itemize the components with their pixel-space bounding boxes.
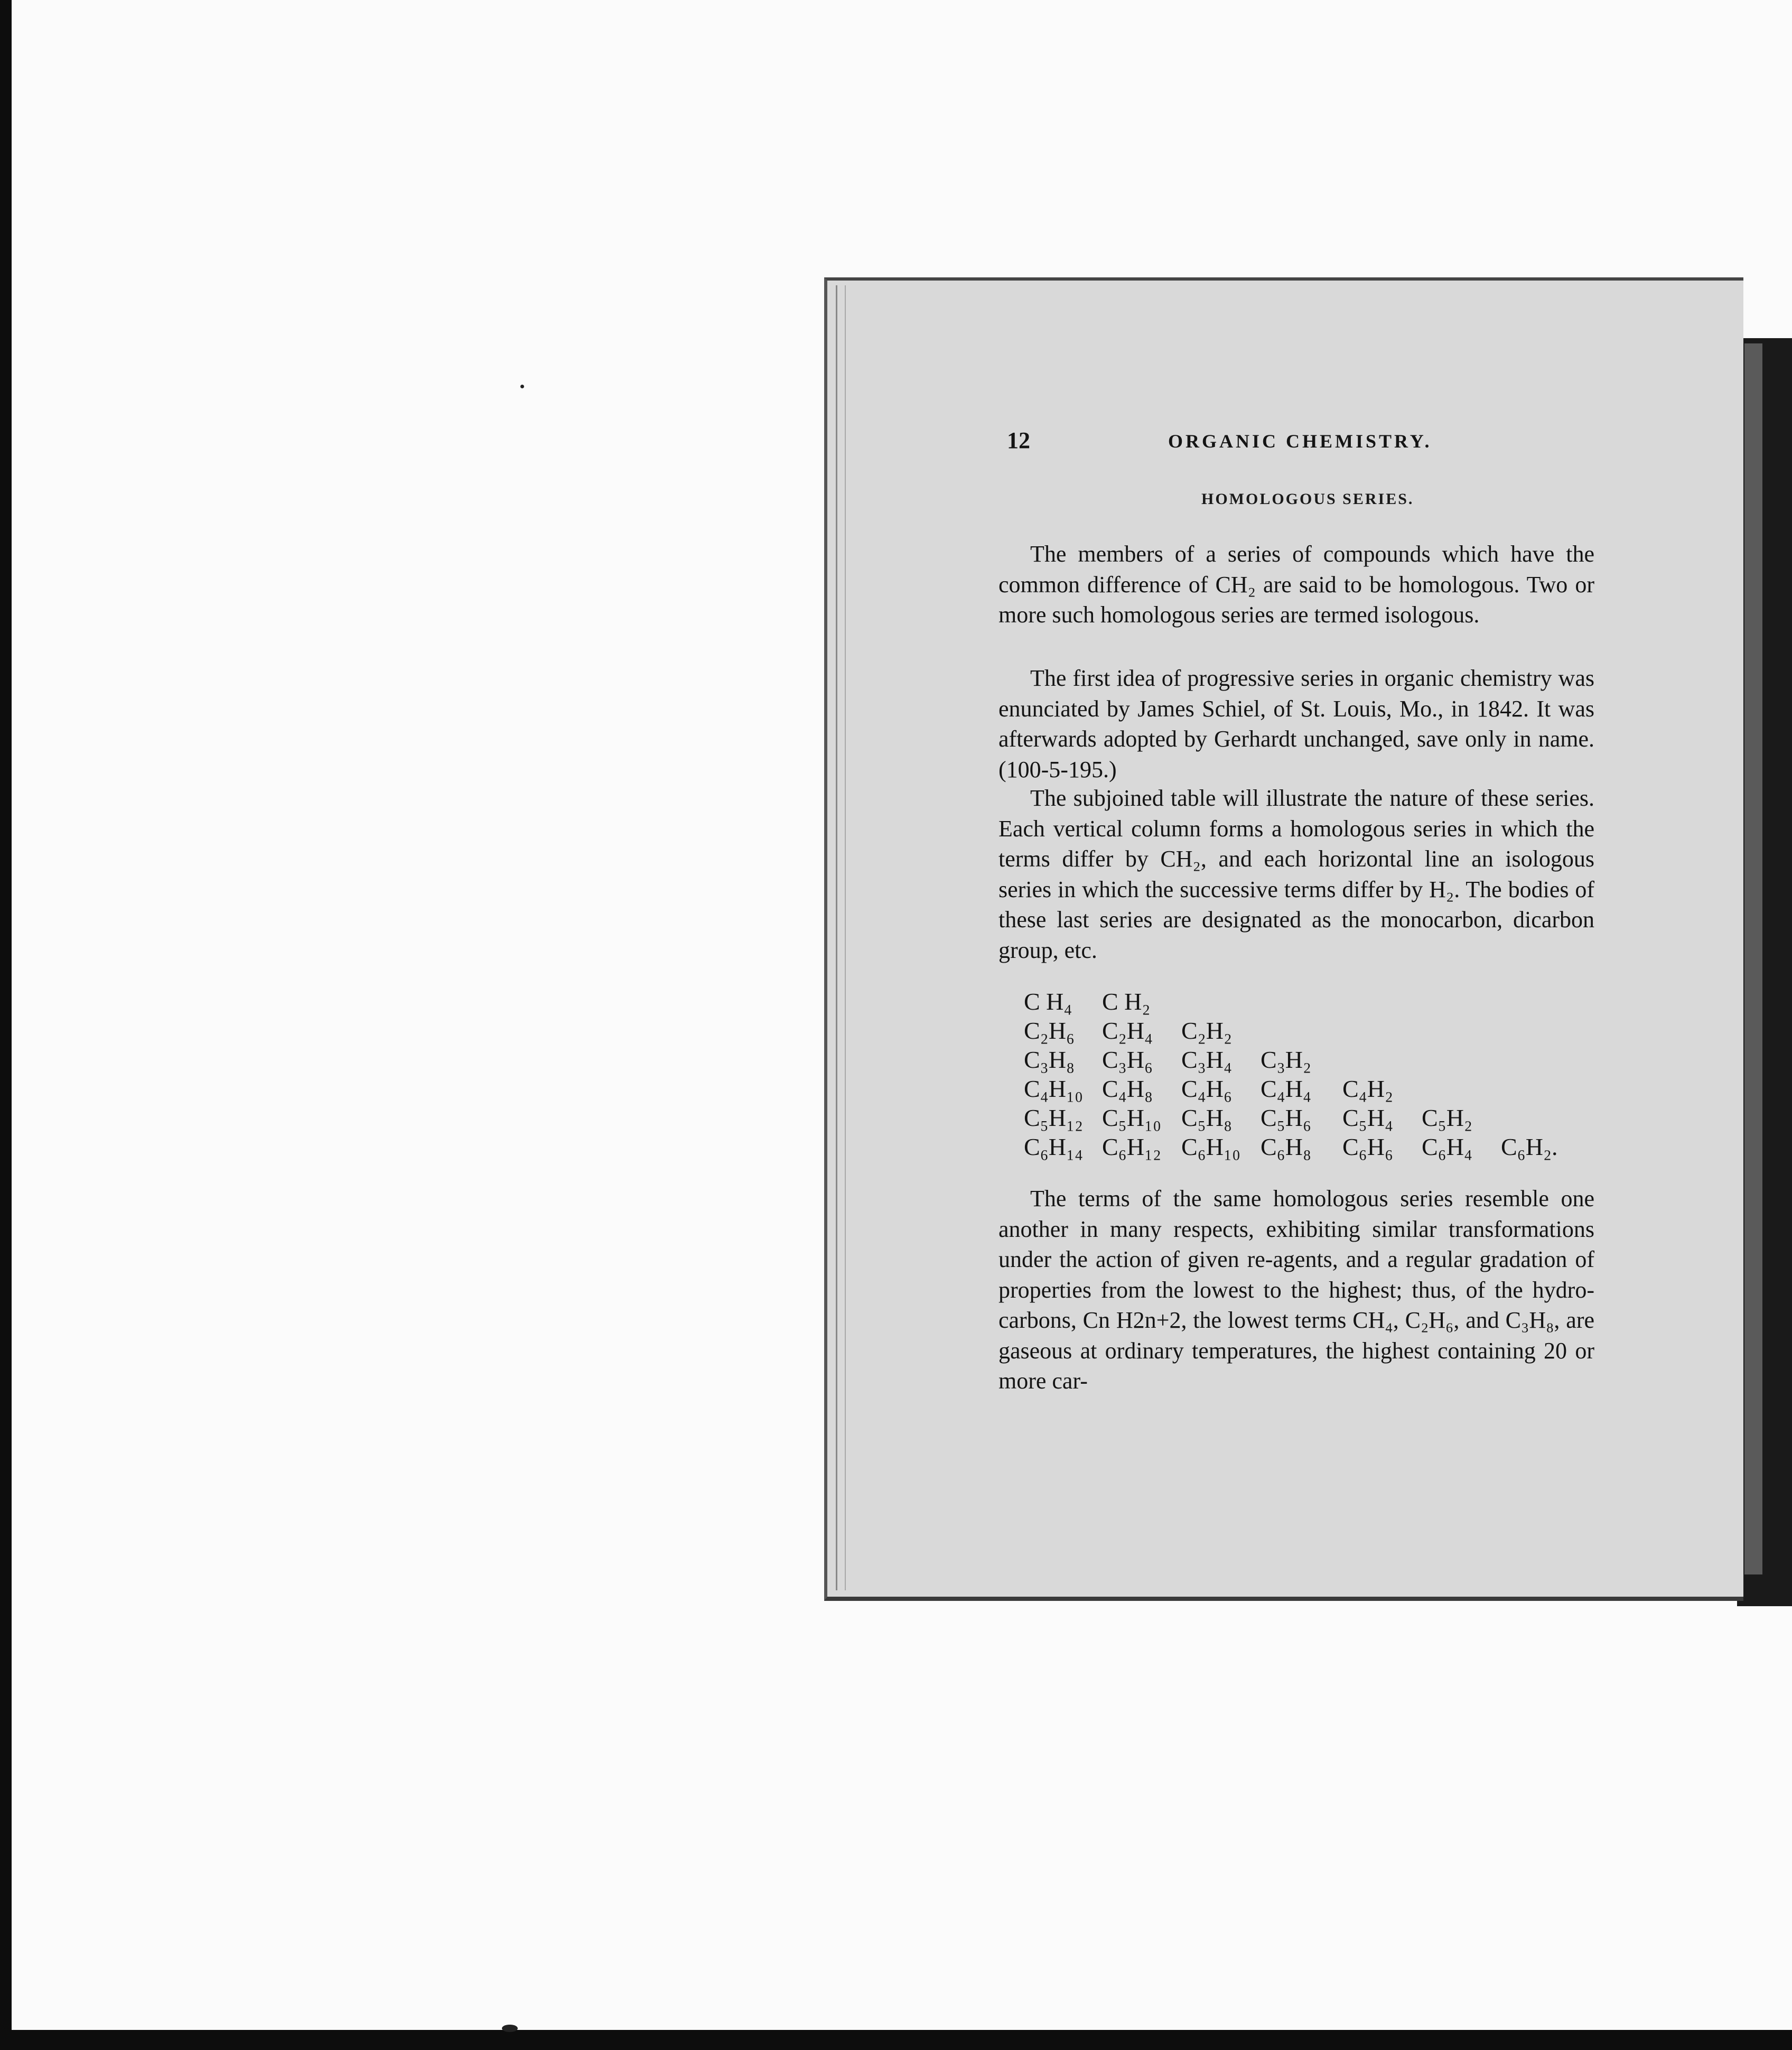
table-row — [1024, 1016, 1580, 1045]
hydrocarbon-series-table — [1024, 987, 1580, 1161]
formula-cell: C₅H₈ — [1181, 1104, 1232, 1131]
paragraph-history — [998, 663, 1594, 785]
scan-left-border — [0, 0, 12, 2050]
paragraph-text: The first idea of progressive series in organic chemistry was enunciated by James Schiel, of St. Louis, Mo., in 1842. It was afterwards adopted by Gerhardt unchanged, save only in name. (100-5-195.) — [998, 665, 1594, 782]
formula-cell: C₆H₁₂ — [1102, 1133, 1162, 1160]
paragraph-properties — [998, 1184, 1594, 1396]
table-row — [1024, 987, 1580, 1016]
formula-cell: C₂H₄ — [1102, 1017, 1153, 1044]
formula-cell: C₃H₄ — [1181, 1046, 1232, 1073]
paragraph-text: The subjoined table will illustrate the nature of these series. Each vertical column forms a homologous series in which the terms differ by CH₂, and each horizontal line an isologous series in which the successive terms differ by H₂. The bodies of these last series are designated as the monocarbon, dicarbon group, etc. — [998, 785, 1594, 963]
formula-cell: C₄H₈ — [1102, 1075, 1153, 1102]
formula-cell: C H₂ — [1102, 988, 1151, 1015]
scan-bottom-border — [0, 2030, 1792, 2050]
dust-speck — [502, 2025, 518, 2032]
formula-cell: C₄H₂ — [1342, 1075, 1393, 1102]
section-heading: HOMOLOGOUS SERIES. — [1201, 490, 1414, 508]
formula-cell: C₃H₆ — [1102, 1046, 1153, 1073]
dust-speck — [520, 385, 524, 388]
formula-cell: C₃H₂ — [1261, 1046, 1311, 1073]
book-spine-shadow — [1744, 343, 1762, 1574]
paragraph-text: The members of a series of compounds which have the common difference of CH₂ are said to be homologous. Two or more such homologous series are termed isologous. — [998, 541, 1594, 628]
formula-cell: C₆H₈ — [1261, 1133, 1311, 1160]
formula-cell: C₃H₈ — [1024, 1046, 1075, 1073]
formula-cell: C₆H₆ — [1342, 1133, 1393, 1160]
formula-cell: C₂H₆ — [1024, 1017, 1075, 1044]
formula-cell: C₄H₆ — [1181, 1075, 1232, 1102]
formula-cell: C₅H₁₀ — [1102, 1104, 1162, 1131]
formula-cell: C₆H₁₄ — [1024, 1133, 1084, 1160]
formula-cell: C₆H₂. — [1501, 1133, 1558, 1160]
formula-cell: C₅H₁₂ — [1024, 1104, 1084, 1131]
running-head — [1007, 427, 1438, 459]
paragraph-homologous-definition — [998, 539, 1594, 630]
table-row — [1024, 1045, 1580, 1074]
formula-cell: C₆H₁₀ — [1181, 1133, 1241, 1160]
page-edge — [836, 285, 846, 1590]
page-number: 12 — [1007, 427, 1030, 453]
formula-cell: C₂H₂ — [1181, 1017, 1232, 1044]
paragraph-text: The terms of the same homologous series resemble one another in many respects, exhibiting similar transformations under the action of given re-agents, and a regular gradation of properties from the lowest to the highest; thus, of the hydro-carbons, Cn H2n+2, the lowest terms CH₄, C₂H₆, and C₃H₈, are gaseous at ordinary temperatures, the highest containing 20 or more car- — [998, 1186, 1594, 1394]
formula-cell: C₅H₆ — [1261, 1104, 1311, 1131]
formula-cell: C₄H₁₀ — [1024, 1075, 1084, 1102]
formula-cell: C₅H₄ — [1342, 1104, 1393, 1131]
formula-cell: C₄H₄ — [1261, 1075, 1311, 1102]
formula-cell: C H₄ — [1024, 988, 1072, 1015]
formula-cell: C₅H₂ — [1422, 1104, 1472, 1131]
table-row — [1024, 1103, 1580, 1132]
paragraph-table-intro — [998, 783, 1594, 965]
table-row — [1024, 1132, 1580, 1161]
formula-cell: C₆H₄ — [1422, 1133, 1472, 1160]
table-row — [1024, 1074, 1580, 1103]
running-title: ORGANIC CHEMISTRY. — [1168, 431, 1432, 452]
